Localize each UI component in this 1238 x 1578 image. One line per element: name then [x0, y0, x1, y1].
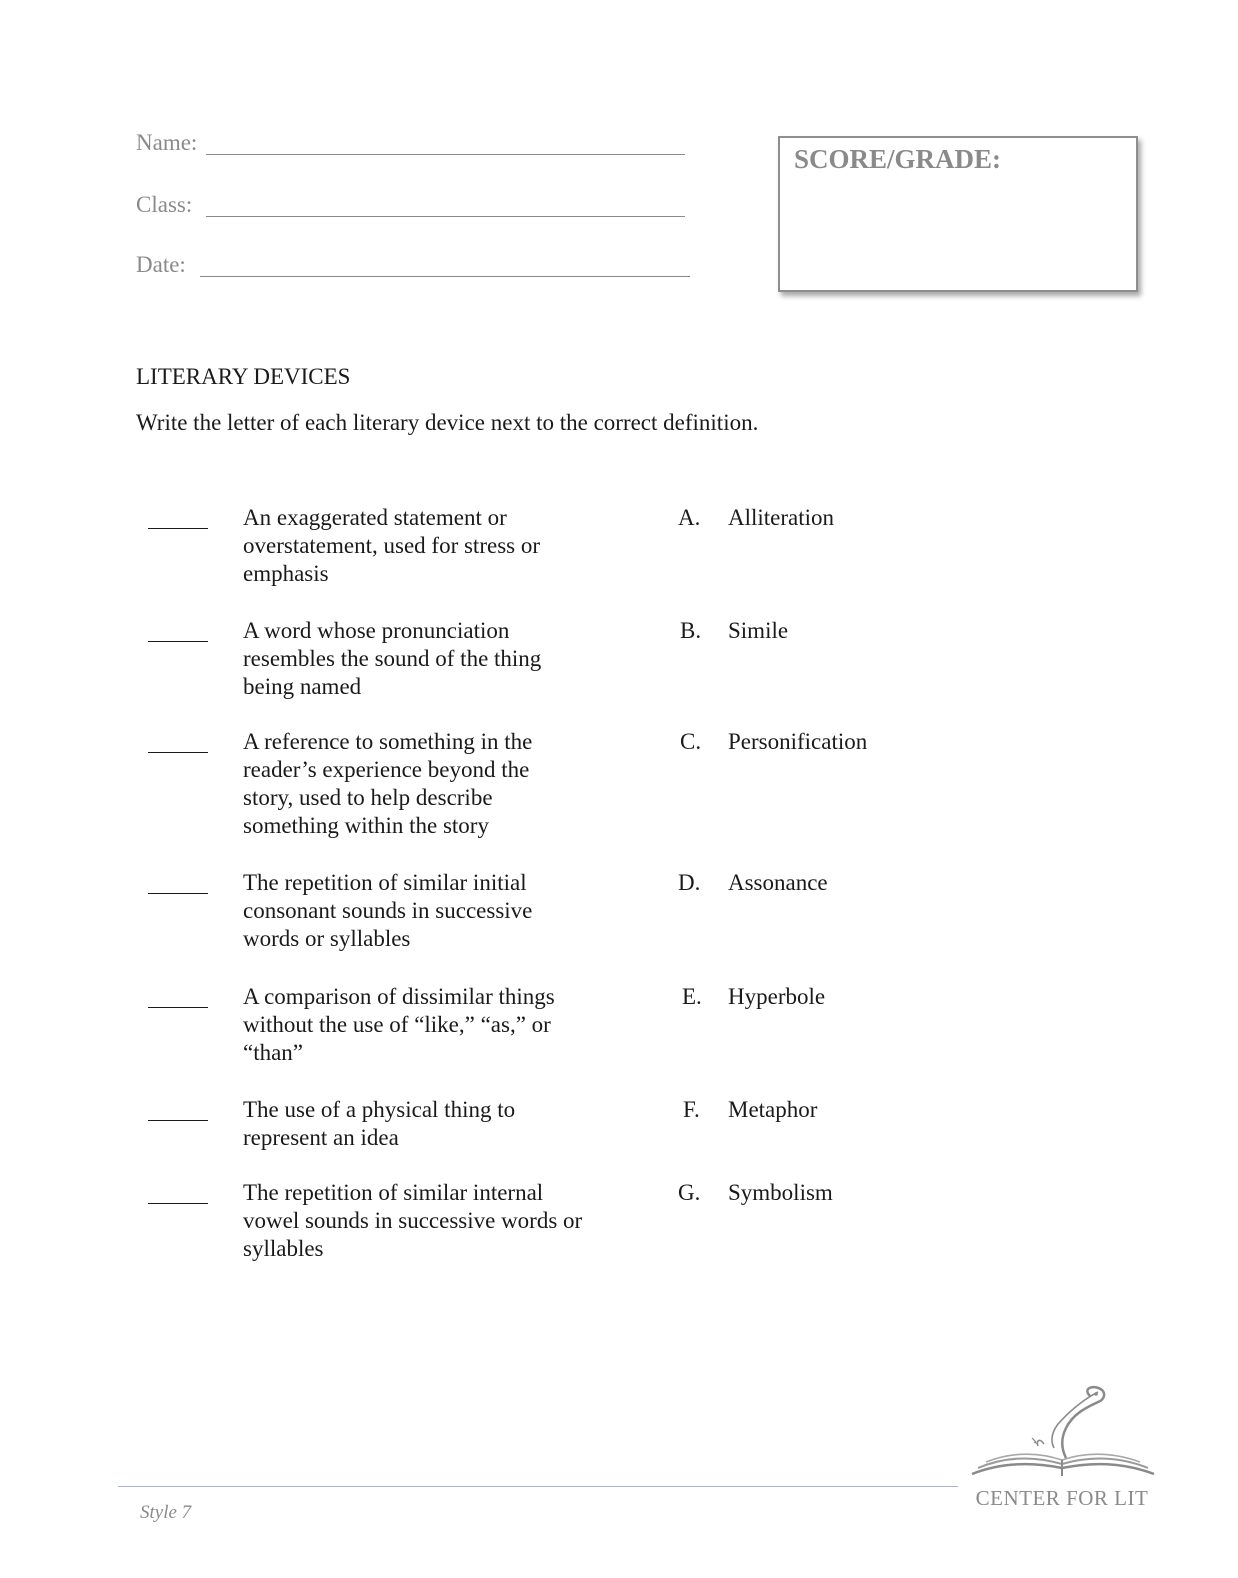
definition-2: A word whose pronunciation resembles the sound of the thing being named — [243, 618, 542, 699]
score-grade-box — [778, 136, 1138, 292]
choice-term-b: Simile — [728, 618, 789, 643]
definition-1: An exaggerated statement or overstatement, used for stress or emphasis — [243, 505, 541, 586]
answer-blank-3[interactable] — [148, 752, 208, 753]
answer-blank-5[interactable] — [148, 1007, 208, 1008]
choice-letter-a: A. — [678, 505, 701, 530]
class-field[interactable] — [206, 216, 685, 217]
answer-blank-1[interactable] — [148, 528, 208, 529]
choice-letter-c: C. — [680, 729, 702, 754]
answer-blank-7[interactable] — [148, 1203, 208, 1204]
answer-blank-2[interactable] — [148, 641, 208, 642]
choice-letter-d: D. — [678, 870, 701, 895]
definition-4: The repetition of similar initial consonant sounds in successive words or syllables — [243, 870, 533, 951]
section-title: LITERARY DEVICES — [136, 364, 351, 389]
choice-letter-e: E. — [682, 984, 702, 1009]
center-for-lit-logo — [962, 1384, 1162, 1514]
choice-letter-b: B. — [680, 618, 702, 643]
footer-divider — [118, 1486, 958, 1487]
name-field[interactable] — [206, 154, 685, 155]
name-label: Name: — [136, 130, 198, 155]
choice-term-e: Hyperbole — [728, 984, 826, 1009]
definition-7: The repetition of similar internal vowel sounds in successive words or syllables — [243, 1180, 583, 1261]
instructions: Write the letter of each literary device next to the correct definition. — [136, 410, 759, 435]
date-field[interactable] — [200, 276, 690, 277]
choice-letter-f: F. — [683, 1097, 700, 1122]
date-label: Date: — [136, 252, 186, 277]
score-grade-label: SCORE/GRADE: — [794, 144, 1002, 174]
choice-term-g: Symbolism — [728, 1180, 833, 1205]
answer-blank-6[interactable] — [148, 1120, 208, 1121]
footer-style-label: Style 7 — [140, 1502, 192, 1523]
definition-6: The use of a physical thing to represent an idea — [243, 1097, 516, 1150]
choice-letter-g: G. — [678, 1180, 701, 1205]
choice-term-c: Personification — [728, 729, 868, 754]
choice-term-f: Metaphor — [728, 1097, 818, 1122]
class-label: Class: — [136, 192, 193, 217]
logo-text: CENTER FOR LIT — [975, 1486, 1149, 1510]
pelican-book-icon — [962, 1384, 1162, 1486]
choice-term-a: Alliteration — [728, 505, 835, 530]
choice-term-d: Assonance — [728, 870, 828, 895]
definition-3: A reference to something in the reader’s experience beyond the story, used to help describe something within the story — [243, 729, 533, 838]
definition-5: A comparison of dissimilar things without the use of “like,” “as,” or “than” — [243, 984, 555, 1065]
answer-blank-4[interactable] — [148, 893, 208, 894]
